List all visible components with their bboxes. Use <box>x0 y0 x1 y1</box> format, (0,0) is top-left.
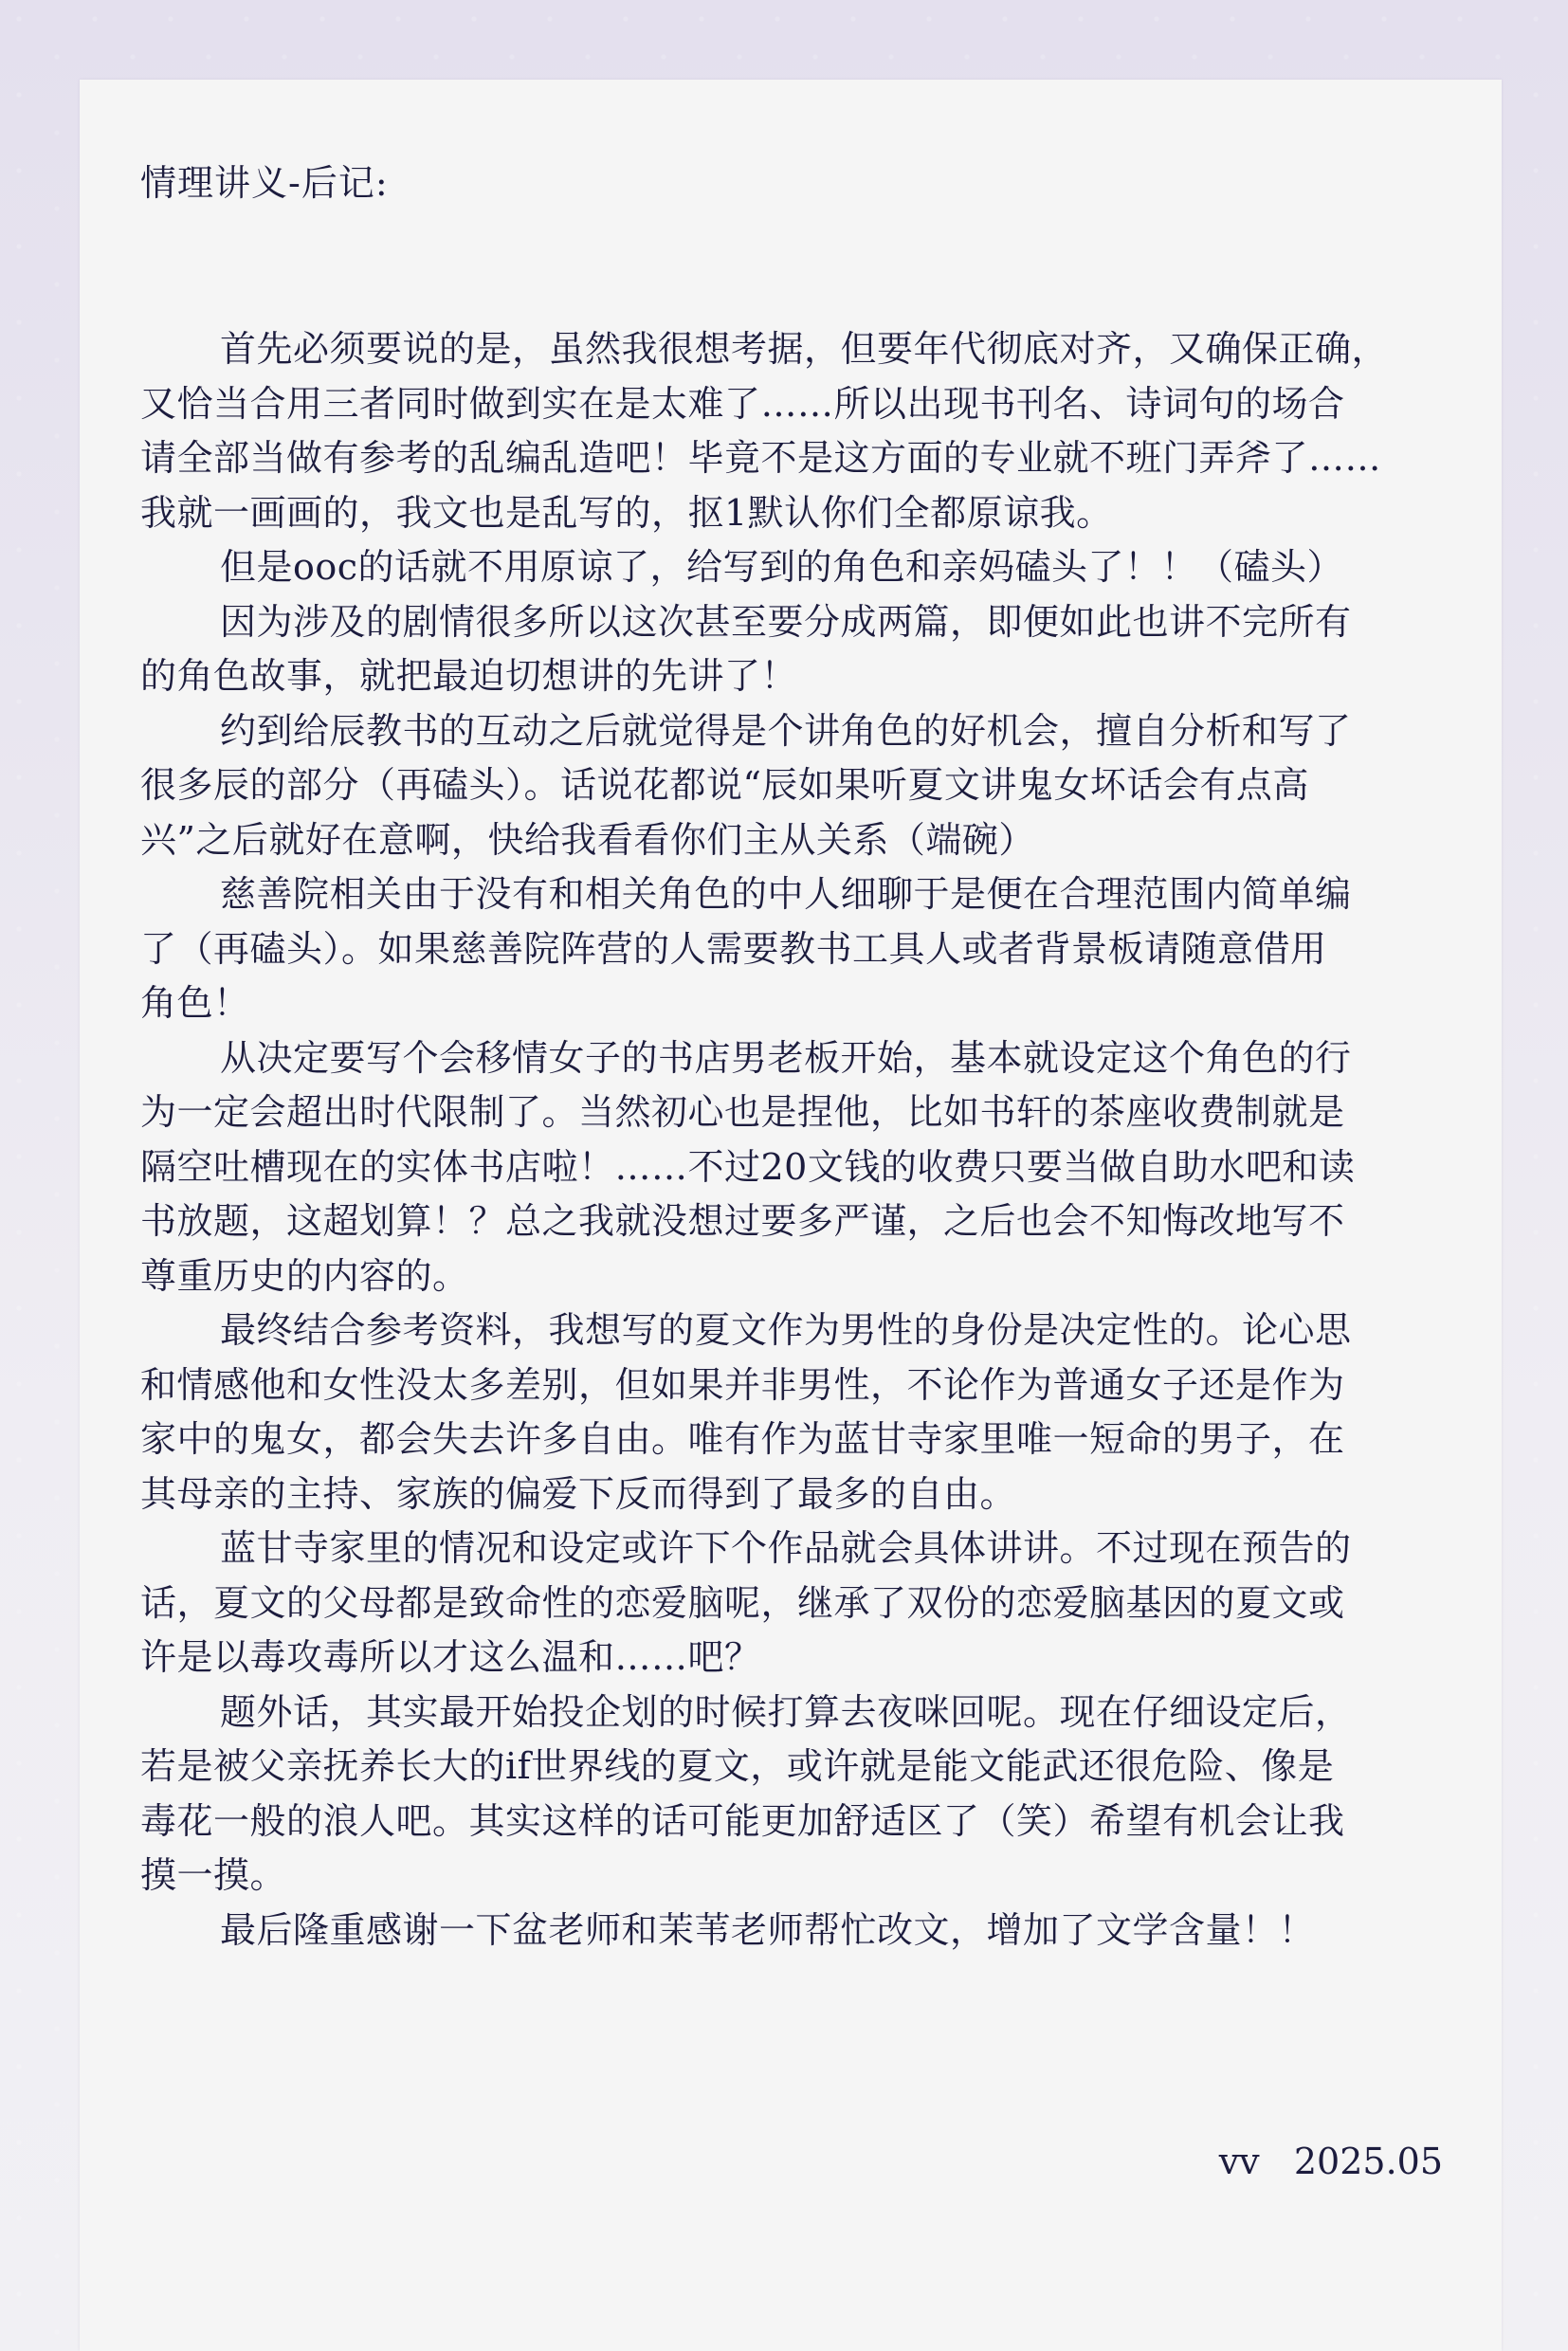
text-line: 角色！ <box>140 982 250 1024</box>
text-line: 最后隆重感谢一下盆老师和茉苇老师帮忙改文，增加了文学含量！！ <box>220 1908 1316 1951</box>
document-title: 情理讲义-后记: <box>140 162 389 204</box>
text-line: 题外话，其实最开始投企划的时候打算去夜咪回呢。现在仔细设定后， <box>220 1690 1352 1733</box>
text-line: 首先必须要说的是，虽然我很想考据，但要年代彻底对齐，又确保正确， <box>220 328 1389 370</box>
text-line: 的角色故事，就把最迫切想讲的先讲了！ <box>140 655 798 697</box>
text-line: 其母亲的主持、家族的偏爱下反而得到了最多的自由。 <box>140 1472 1017 1515</box>
text-line: 话，夏文的父母都是致命性的恋爱脑呢，继承了双份的恋爱脑基因的夏文或 <box>140 1581 1345 1624</box>
text-line: 兴”之后就好在意啊，快给我看看你们主从关系（端碗） <box>140 818 1035 861</box>
text-line: 但是ooc的话就不用原谅了，给写到的角色和亲妈磕头了！！（磕头） <box>220 546 1344 588</box>
signature-date: vv 2025.05 <box>1218 2141 1443 2182</box>
text-line: 许是以毒攻毒所以才这么温和……吧？ <box>140 1636 761 1678</box>
text-line: 毒花一般的浪人吧。其实这样的话可能更加舒适区了（笑）希望有机会让我 <box>140 1799 1345 1842</box>
text-line: 书放题，这超划算！？总之我就没想过要多严谨，之后也会不知悔改地写不 <box>140 1200 1345 1242</box>
text-line: 慈善院相关由于没有和相关角色的中人细聊于是便在合理范围内简单编 <box>220 873 1352 915</box>
document-body <box>140 322 1505 1958</box>
text-line: 若是被父亲抚养长大的if世界线的夏文，或许就是能文能武还很危险、像是 <box>140 1745 1335 1787</box>
text-line: 因为涉及的剧情很多所以这次甚至要分成两篇，即便如此也讲不完所有 <box>220 600 1352 643</box>
text-line: 尊重历史的内容的。 <box>140 1254 469 1297</box>
text-line: 最终结合参考资料，我想写的夏文作为男性的身份是决定性的。论心思 <box>220 1309 1352 1351</box>
text-line: 从决定要写个会移情女子的书店男老板开始，基本就设定这个角色的行 <box>220 1036 1352 1079</box>
text-line: 蓝甘寺家里的情况和设定或许下个作品就会具体讲讲。不过现在预告的 <box>220 1527 1352 1569</box>
text-line: 摸一摸。 <box>140 1854 287 1896</box>
text-line: 又恰当合用三者同时做到实在是太难了……所以出现书刊名、诗词句的场合 <box>140 382 1345 425</box>
text-line: 家中的鬼女，都会失去许多自由。唯有作为蓝甘寺家里唯一短命的男子，在 <box>140 1418 1345 1460</box>
text-line: 隔空吐槽现在的实体书店啦！……不过20文钱的收费只要当做自助水吧和读 <box>140 1145 1356 1188</box>
text-line: 请全部当做有参考的乱编乱造吧！毕竟不是这方面的专业就不班门弄斧了…… <box>140 437 1382 479</box>
text-line: 我就一画画的，我文也是乱写的，抠1默认你们全都原谅我。 <box>140 491 1113 534</box>
text-line: 约到给辰教书的互动之后就觉得是个讲角色的好机会，擅自分析和写了 <box>220 709 1352 752</box>
text-line: 很多辰的部分（再磕头）。话说花都说“辰如果听夏文讲鬼女坏话会有点高 <box>140 764 1309 806</box>
text-line: 和情感他和女性没太多差别，但如果并非男性，不论作为普通女子还是作为 <box>140 1363 1345 1406</box>
text-line: 了（再磕头）。如果慈善院阵营的人需要教书工具人或者背景板请随意借用 <box>140 927 1327 970</box>
text-line: 为一定会超出时代限制了。当然初心也是捏他，比如书轩的茶座收费制就是 <box>140 1091 1345 1133</box>
